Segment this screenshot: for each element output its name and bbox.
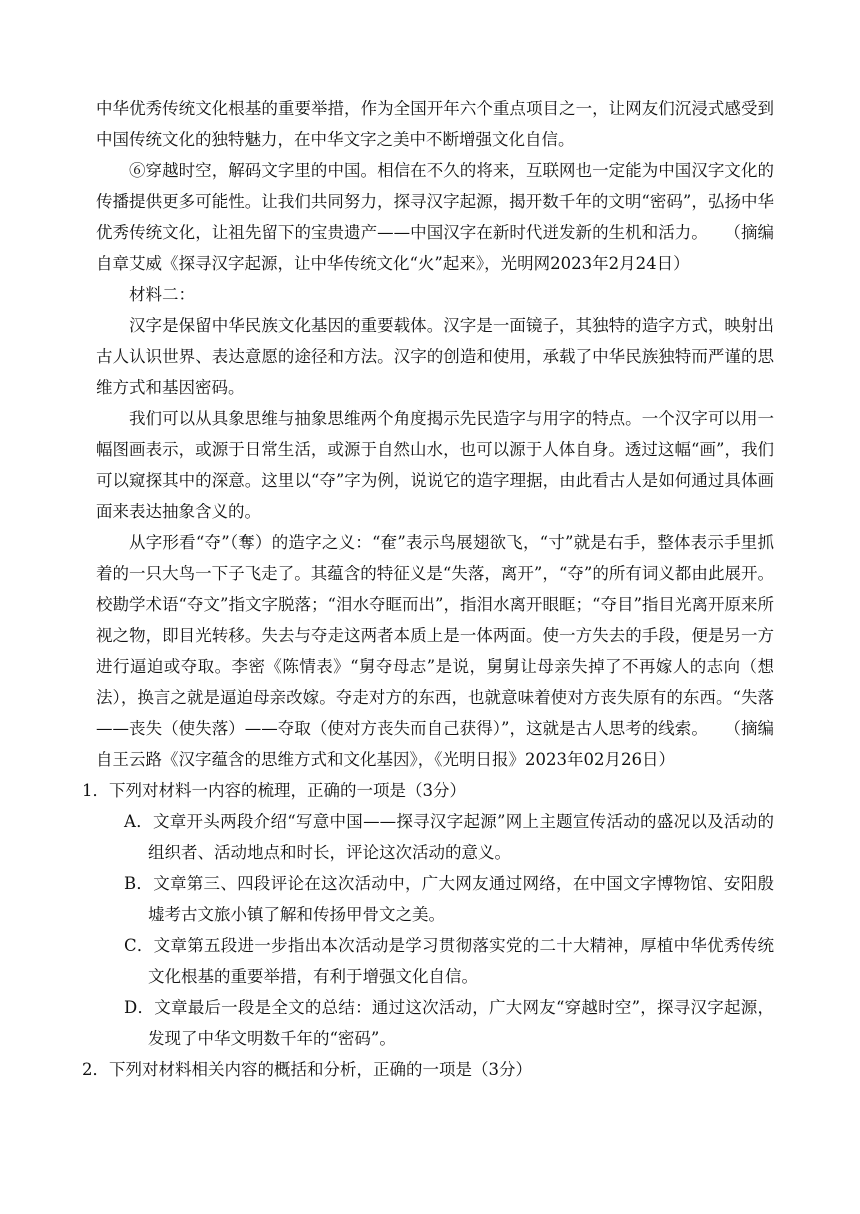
question-1-option-b: B．文章第三、四段评论在这次活动中，广大网友通过网络，在中国文字博物馆、安阳殷墟考古文旅小镇了解和传扬甲骨文之美。 bbox=[124, 874, 774, 924]
question-1-option-a: A．文章开头两段介绍“写意中国——探寻汉字起源”网上主题宣传活动的盛况以及活动的组织者、活动地点和时长，评论这次活动的意义。 bbox=[124, 812, 774, 862]
question-1-option-c: C．文章第五段进一步指出本次活动是学习贯彻落实党的二十大精神，厚植中华优秀传统文化根基的重要举措，有利于增强文化自信。 bbox=[124, 936, 774, 986]
material2-paragraph-2: 我们可以从具象思维与抽象思维两个角度揭示先民造字与用字的特点。一个汉字可以用一幅图画表示，或源于日常生活，或源于自然山水，也可以源于人体自身。透过这幅“画”，我们可以窥探其中的深意。这里以“夺”字为例，说说它的造字理据，由此看古人是如何通过具体画面来表达抽象含义的。 bbox=[96, 409, 774, 521]
material1-paragraph-6: ⑥穿越时空，解码文字里的中国。相信在不久的将来，互联网也一定能为中国汉字文化的传播提供更多可能性。让我们共同努力，探寻汉字起源，揭开数千年的文明“密码”，弘扬中华优秀传统文化，让祖先留下的宝贵遗产——中国汉字在新时代迸发新的生机和活力。 （摘编自章艾威《探寻汉字起源，让中华传统文化“火”起来》，光明网2023年2月24日） bbox=[96, 161, 774, 273]
question-1-stem: 1．下列对材料一内容的梳理，正确的一项是（3分） bbox=[82, 781, 466, 800]
material2-heading: 材料二： bbox=[129, 285, 195, 304]
material2-paragraph-3: 从字形看“夺”（奪）的造字之义：“奞”表示鸟展翅欲飞，“寸”就是右手，整体表示手里抓着的一只大鸟一下子飞走了。其蕴含的特征义是“失落，离开”，“夺”的所有词义都由此展开。校勘学术语“夺文”指文字脱落；“泪水夺眶而出”，指泪水离开眼眶；“夺目”指目光离开原来所视之物，即目光转移。失去与夺走这两者本质上是一体两面。使一方失去的手段，便是另一方进行逼迫或夺取。李密《陈情表》“舅夺母志”是说，舅舅让母亲失掉了不再嫁人的志向（想法），换言之就是逼迫母亲改嫁。夺走对方的东西，也就意味着使对方丧失原有的东西。“失落——丧失（使失落）——夺取（使对方丧失而自己获得）”，这就是古人思考的线索。 （摘编自王云路《汉字蕴含的思维方式和文化基因》，《光明日报》2023年02月26日） bbox=[96, 533, 774, 769]
page-content bbox=[82, 93, 774, 1085]
material2-paragraph-1: 汉字是保留中华民族文化基因的重要载体。汉字是一面镜子，其独特的造字方式，映射出古人认识世界、表达意愿的途径和方法。汉字的创造和使用，承载了中华民族独特而严谨的思维方式和基因密码。 bbox=[96, 316, 774, 397]
question-1-option-d: D．文章最后一段是全文的总结：通过这次活动，广大网友“穿越时空”，探寻汉字起源，发现了中华文明数千年的“密码”。 bbox=[124, 998, 774, 1048]
question-2-stem: 2．下列对材料相关内容的概括和分析，正确的一项是（3分） bbox=[82, 1060, 532, 1079]
material1-paragraph-5-continued: 中华优秀传统文化根基的重要举措，作为全国开年六个重点项目之一，让网友们沉浸式感受到中国传统文化的独特魅力，在中华文字之美中不断增强文化自信。 bbox=[96, 99, 774, 149]
